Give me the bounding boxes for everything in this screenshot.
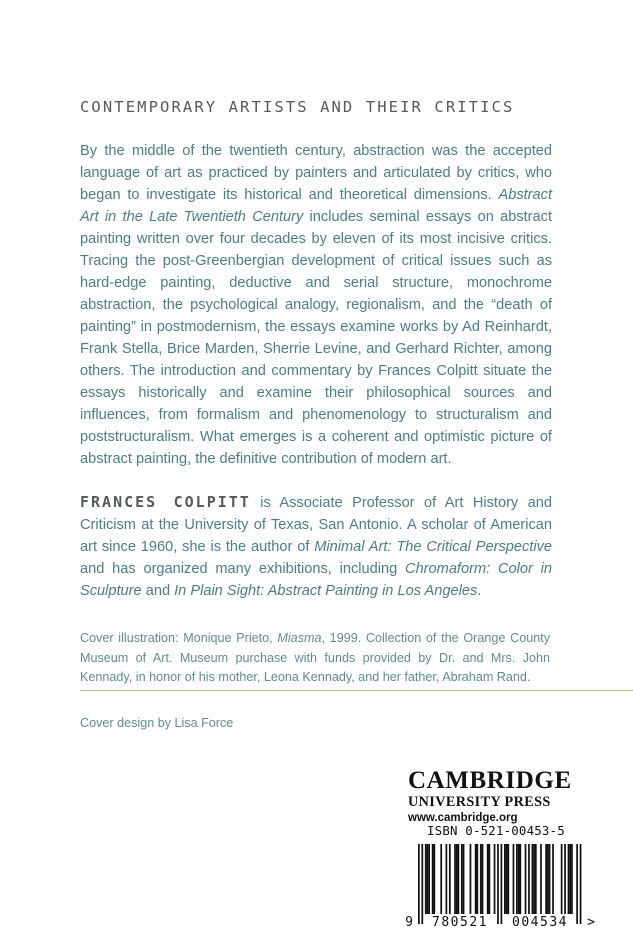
- barcode-bar: [461, 844, 463, 914]
- barcode-bar: [427, 844, 429, 914]
- barcode-bar: [454, 844, 456, 914]
- divider-rule: [80, 690, 633, 691]
- credit-text-2: , 1999. Collection of the Orange County Museum of Art. Museum purchase with funds provided by Dr. and Mrs. John Kennady, in honor of his mother, Leona Kennady, and her father, Abraham Rand.: [80, 631, 550, 684]
- bio-text-3: and: [141, 583, 175, 599]
- book-title: Abstract Art in the Late Twentieth Century: [80, 187, 552, 225]
- barcode-bar: [440, 844, 442, 914]
- barcode-bar: [425, 844, 427, 914]
- isbn-label: ISBN 0-521-00453-5: [427, 823, 565, 838]
- bio-book-title: Minimal Art: The Critical Perspective: [314, 539, 553, 555]
- barcode: [400, 842, 600, 932]
- cover-design-credit: Cover design by Lisa Force: [80, 716, 234, 730]
- credit-text-1: Cover illustration: Monique Prieto,: [80, 631, 278, 645]
- bio-text-4: .: [477, 583, 482, 599]
- barcode-end-mark: >: [587, 915, 595, 930]
- author-bio: [80, 491, 552, 602]
- artwork-title: Miasma: [277, 631, 322, 645]
- barcode-lead-digit: 9: [405, 915, 413, 930]
- cover-illustration-paragraph: [80, 629, 550, 688]
- barcode-bar: [516, 844, 518, 914]
- publisher-logo: [408, 768, 578, 826]
- barcode-bar: [507, 844, 509, 914]
- barcode-bar: [497, 844, 499, 924]
- publisher-subtitle: UNIVERSITY PRESS: [408, 794, 551, 810]
- barcode-bar: [476, 844, 478, 914]
- barcode-bar: [545, 844, 547, 914]
- barcode-bar: [525, 844, 527, 914]
- bio-text-2: and has organized many exhibitions, including: [80, 561, 406, 577]
- barcode-bar: [549, 844, 551, 914]
- author-bio-paragraph: [80, 491, 552, 602]
- barcode-bar: [561, 844, 563, 914]
- barcode-bar: [564, 844, 566, 914]
- barcode-bar: [535, 844, 537, 914]
- barcode-bar: [418, 844, 420, 924]
- barcode-bar: [463, 844, 465, 914]
- barcode-bar: [552, 844, 554, 914]
- barcode-bar: [576, 844, 578, 924]
- barcode-bar: [501, 844, 503, 924]
- barcode-bars: [418, 844, 581, 924]
- bio-exhibition-title-2: In Plain Sight: Abstract Painting in Los Angeles: [174, 583, 478, 599]
- barcode-bar: [489, 844, 491, 914]
- barcode-bar: [519, 844, 521, 914]
- book-description-paragraph: [80, 140, 552, 470]
- barcode-left-digits: 780521: [432, 915, 488, 930]
- barcode-bar: [568, 844, 570, 914]
- barcode-bar: [569, 844, 571, 914]
- barcode-bar: [421, 844, 423, 924]
- barcode-bar: [432, 844, 434, 914]
- barcode-bar: [506, 844, 508, 914]
- barcode-bar: [428, 844, 430, 914]
- barcode-bar: [446, 844, 448, 914]
- publisher-url: www.cambridge.org: [408, 812, 518, 824]
- barcode-bar: [528, 844, 530, 914]
- barcode-bar: [533, 844, 535, 914]
- barcode-bar: [433, 844, 435, 914]
- bio-exhibition-title-1: Chromaform: Color in Sculpture: [80, 561, 552, 599]
- barcode-bar: [504, 844, 506, 914]
- barcode-bar: [580, 844, 582, 924]
- description-text-1: By the middle of the twentieth century, abstraction was the accepted language of art as practiced by painters and articulated by critics, who began to investigate its historical and theoretical dimensions.: [80, 143, 552, 203]
- barcode-bar: [494, 844, 496, 914]
- book-description: [80, 140, 552, 470]
- barcode-bar: [571, 844, 573, 914]
- barcode-bar: [532, 844, 534, 914]
- publisher-name: CAMBRIDGE: [408, 767, 572, 794]
- barcode-bar: [475, 844, 477, 914]
- cover-illustration-credit: [80, 629, 550, 688]
- barcode-bar: [487, 844, 489, 914]
- barcode-bar: [458, 844, 460, 914]
- barcode-bar: [513, 844, 515, 914]
- barcode-bar: [547, 844, 549, 914]
- author-name: FRANCES COLPITT: [80, 493, 251, 511]
- barcode-right-digits: 004534: [512, 915, 568, 930]
- barcode-bar: [482, 844, 484, 914]
- bio-text-1: is Associate Professor of Art History and Criticism at the University of Texas, San Antonio. A scholar of American art since 1960, she is the author of: [80, 495, 552, 555]
- barcode-bar: [480, 844, 482, 914]
- description-text-2: includes seminal essays on abstract painting written over four decades by eleven of its most incisive critics. Tracing the post-Greenbergian development of critical issues such as hard-edge painting, deductive and serial structure, monochrome abstraction, the psychological analogy, regionalism, and the “death of painting” in postmodernism, the essays examine works by Ad Reinhardt, Frank Stella, Brice Marden, Sherrie Levine, and Gerhard Richter, among others. The introduction and commentary by Frances Colpitt situate the essays historically and examine their philosophical sources and influences, from formalism and phenomenology to structuralism and poststructuralism. What emerges is a coherent and optimistic picture of abstract painting, the definitive contribution of modern art.: [80, 209, 552, 467]
- barcode-bar: [456, 844, 458, 914]
- series-heading: CONTEMPORARY ARTISTS AND THEIR CRITICS: [80, 98, 515, 116]
- barcode-bar: [470, 844, 472, 914]
- barcode-bar: [449, 844, 451, 914]
- barcode-bar: [518, 844, 520, 914]
- barcode-bar: [540, 844, 542, 914]
